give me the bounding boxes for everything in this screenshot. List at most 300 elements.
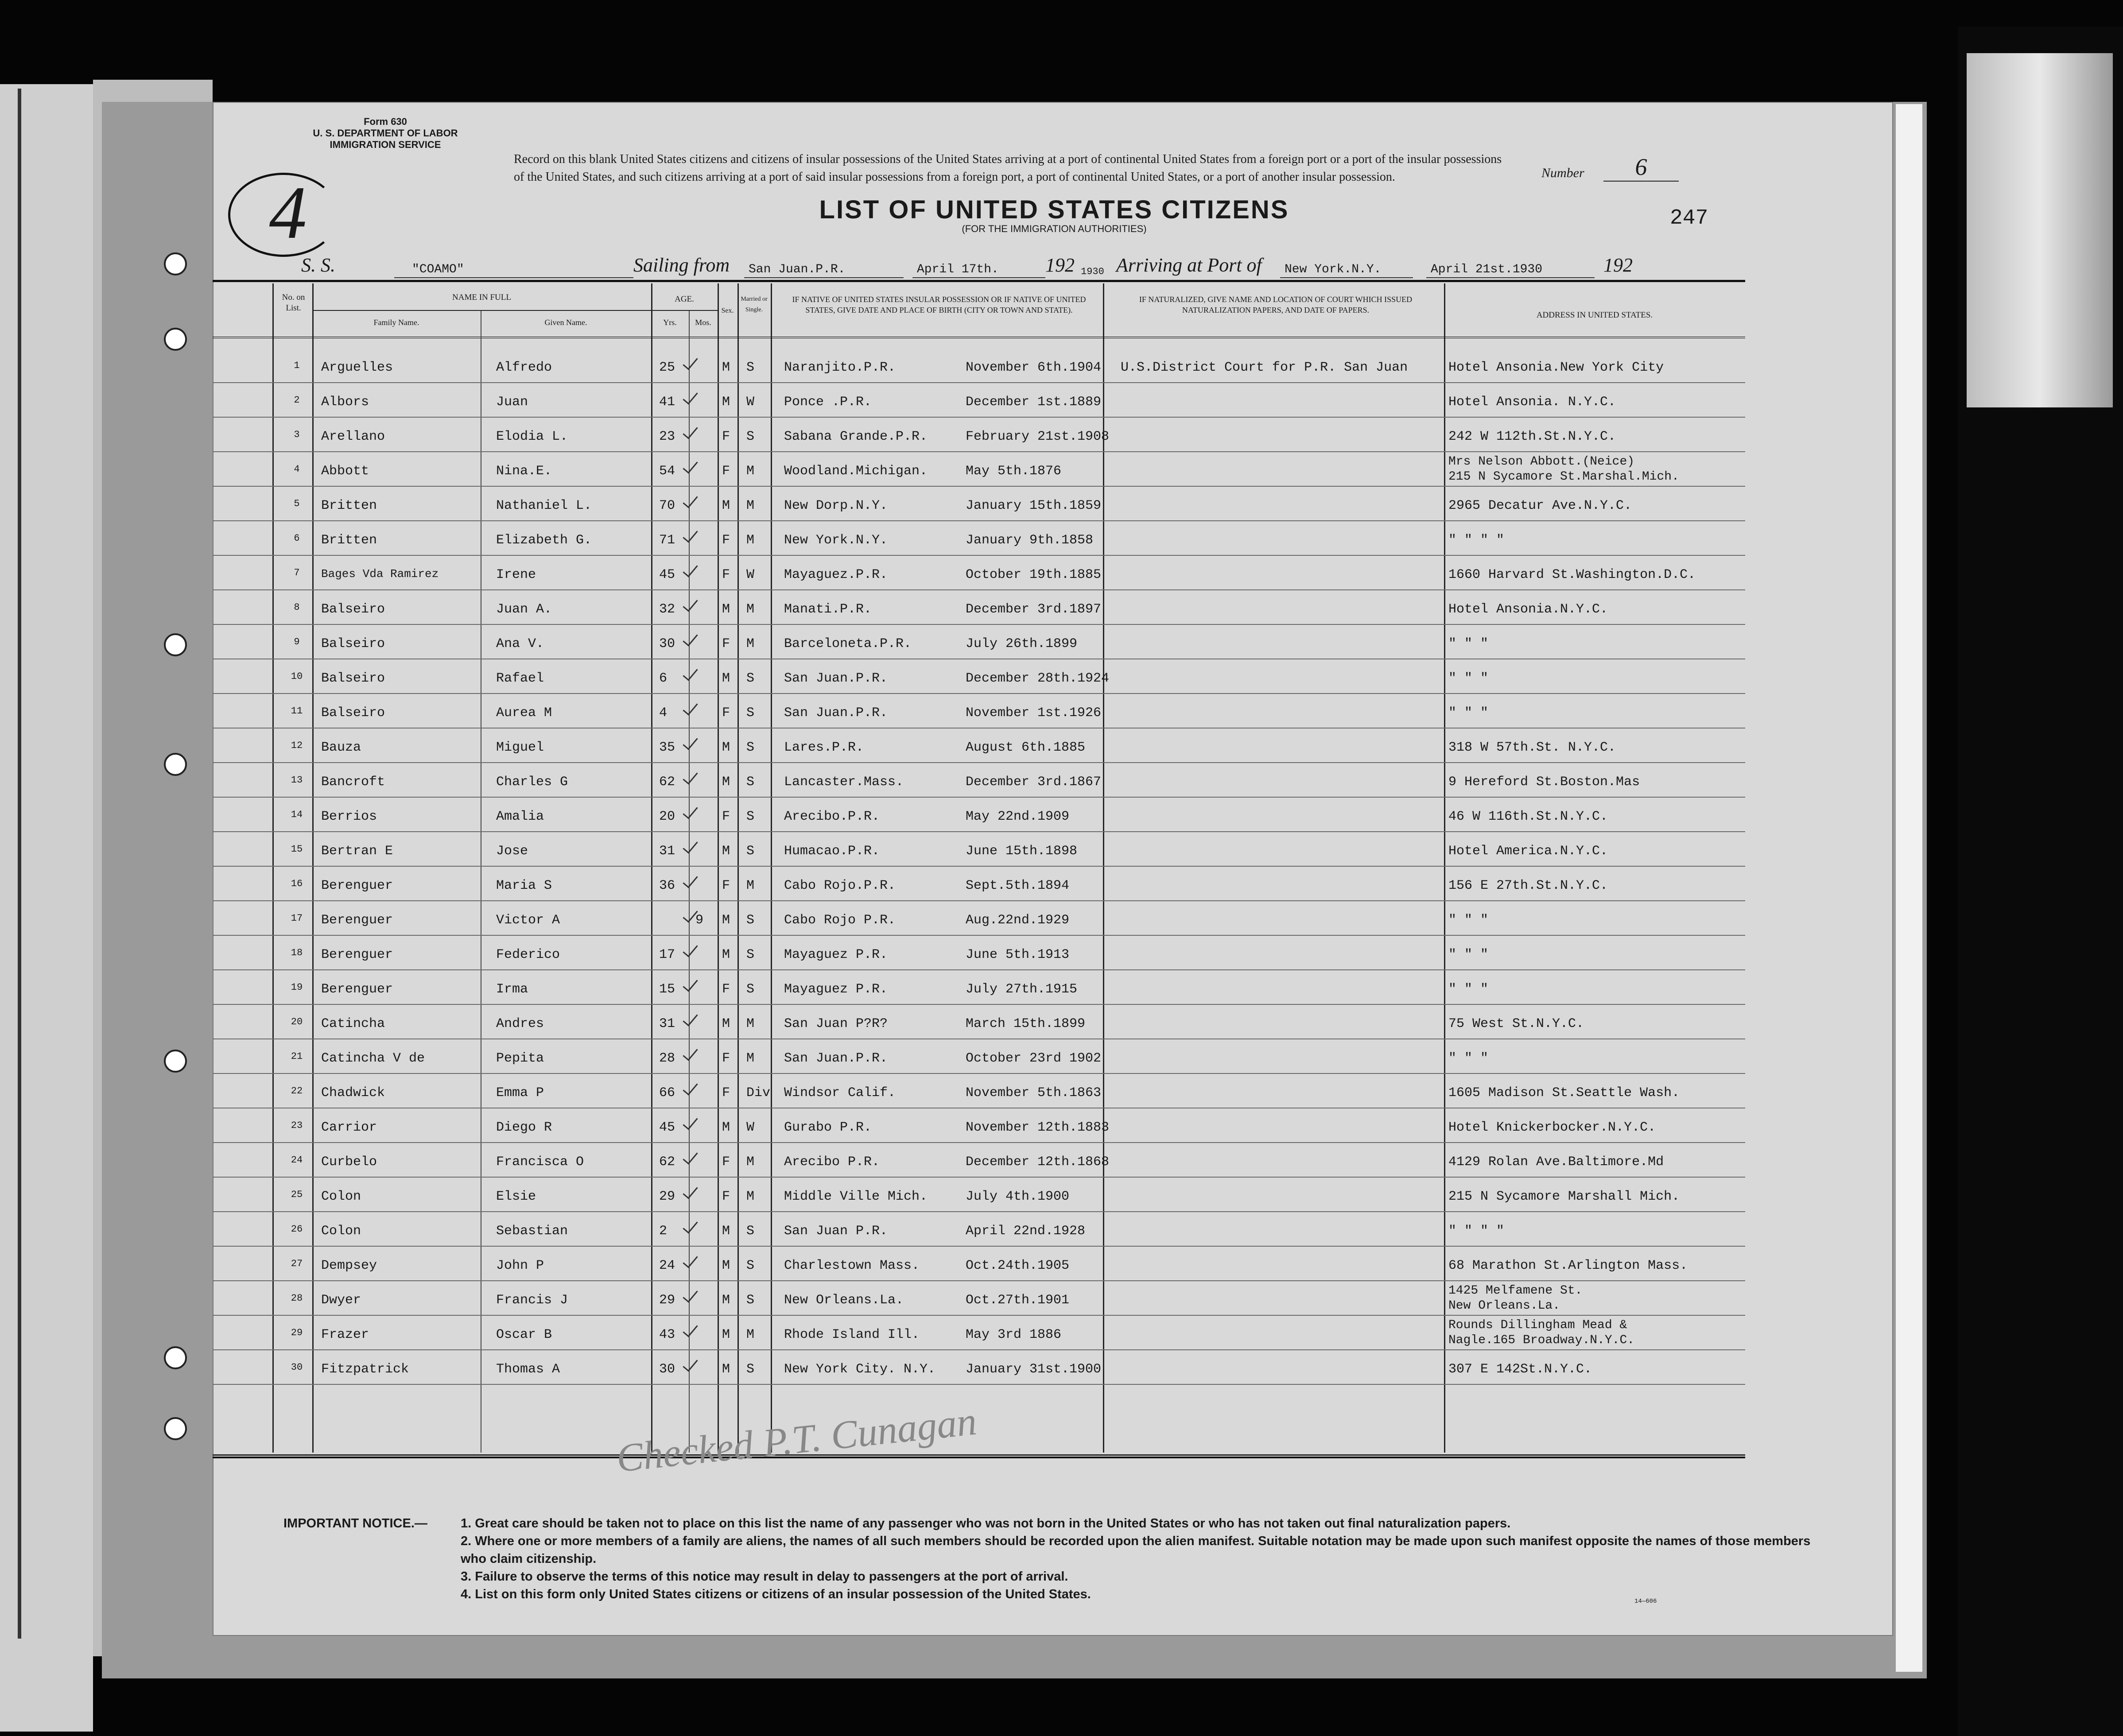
table-row (213, 1142, 1745, 1178)
naturalization-court: U.S.District Court for P.R. San Juan (1121, 360, 1408, 375)
family-name: Colon (321, 1189, 361, 1204)
address: 4129 Rolan Ave.Baltimore.Md (1448, 1155, 1664, 1170)
birth-place: San Juan.P.R. (784, 1051, 888, 1066)
check-mark-icon (682, 562, 700, 580)
address: 1605 Madison St.Seattle Wash. (1448, 1085, 1680, 1100)
family-name: Frazer (321, 1327, 369, 1342)
row-number: 17 (291, 913, 303, 924)
address: Hotel Ansonia.N.Y.C. (1448, 602, 1608, 617)
birth-place: Middle Ville Mich. (784, 1189, 928, 1204)
family-name: Arguelles (321, 360, 393, 375)
family-name: Fitzpatrick (321, 1362, 409, 1377)
sex: F (722, 429, 730, 444)
given-name: Elodia L. (496, 429, 568, 444)
age-years: 31 (659, 844, 675, 859)
birth-date: December 1st.1889 (966, 395, 1102, 410)
family-name: Balseiro (321, 705, 385, 721)
check-mark-icon (682, 527, 700, 545)
age-years: 17 (659, 947, 675, 962)
age-years: 31 (659, 1016, 675, 1031)
birth-place: Gurabo P.R. (784, 1120, 872, 1135)
age-years: 4 (659, 705, 668, 721)
row-number: 9 (294, 636, 300, 647)
ss-label: S. S. (301, 254, 335, 276)
table-row (213, 831, 1745, 867)
family-name: Dempsey (321, 1258, 377, 1273)
sex: M (722, 775, 730, 790)
given-name: Elizabeth G. (496, 533, 592, 548)
birth-date: March 15th.1899 (966, 1016, 1086, 1031)
sex: M (722, 1327, 730, 1342)
check-mark-icon (682, 804, 700, 822)
age-years: 23 (659, 429, 675, 444)
table-row (213, 417, 1745, 452)
family-name: Abbott (321, 464, 369, 479)
row-number: 23 (291, 1120, 303, 1131)
page-subtitle: (FOR THE IMMIGRATION AUTHORITIES) (962, 223, 1147, 234)
row-number: 21 (291, 1051, 303, 1062)
row-number: 25 (291, 1189, 303, 1200)
circled-mark: 4 (241, 168, 334, 257)
row-number: 28 (291, 1293, 303, 1304)
given-name: Ana V. (496, 636, 544, 651)
birth-place: San Juan.P.R. (784, 671, 888, 686)
marital-status: W (746, 1120, 755, 1135)
check-mark-icon (682, 597, 700, 614)
address: " " " (1448, 913, 1489, 928)
binder-hole (164, 1346, 187, 1369)
row-number: 5 (294, 498, 300, 509)
given-name: Francisca O (496, 1155, 584, 1170)
row-number: 12 (291, 740, 303, 751)
record-note: Record on this blank United States citizens and citizens of insular possessions of the United States arriving at a port of continental United States from a foreign port or a port of the insular possessions of the United States, and such citizens arriving at a port of said insular possessions from a foreign port, a port of continental United States, or a port of another insular possession. (514, 152, 1502, 184)
age-years: 36 (659, 878, 675, 893)
birth-place: New Orleans.La. (784, 1293, 904, 1308)
age-years: 62 (659, 1155, 675, 1170)
given-name: John P (496, 1258, 544, 1273)
row-number: 16 (291, 878, 303, 889)
age-months: 9 (695, 913, 704, 928)
marital-status: M (746, 498, 755, 513)
sex: F (722, 705, 730, 721)
marital-status: M (746, 1051, 755, 1066)
sex: M (722, 844, 730, 859)
given-name: Irma (496, 982, 528, 997)
address: Rounds Dillingham Mead & (1448, 1318, 1627, 1332)
sex: M (722, 1293, 730, 1308)
check-mark-icon (682, 493, 700, 511)
sex: M (722, 1224, 730, 1239)
col-married-or-single: Married or Single. (741, 296, 768, 313)
address-line-2: 215 N Sycamore St.Marshal.Mich. (1448, 470, 1679, 484)
birth-date: May 3rd 1886 (966, 1327, 1062, 1342)
table-row (213, 451, 1745, 487)
row-number: 26 (291, 1224, 303, 1235)
arriving-port: New York.N.Y. (1285, 263, 1382, 276)
address: 2965 Decatur Ave.N.Y.C. (1448, 498, 1632, 513)
address: 46 W 116th.St.N.Y.C. (1448, 809, 1608, 824)
table-row (213, 1315, 1745, 1350)
birth-date: June 5th.1913 (966, 947, 1070, 962)
family-name: Albors (321, 395, 369, 410)
address: 215 N Sycamore Marshall Mich. (1448, 1189, 1680, 1204)
birth-date: April 22nd.1928 (966, 1224, 1086, 1239)
address: Hotel Ansonia. N.Y.C. (1448, 395, 1616, 410)
age-years: 32 (659, 602, 675, 617)
row-number: 13 (291, 775, 303, 786)
address: 156 E 27th.St.N.Y.C. (1448, 878, 1608, 893)
birth-date: July 26th.1899 (966, 636, 1078, 651)
arriving-date: April 21st.1930 (1431, 263, 1543, 276)
table-row (213, 969, 1745, 1005)
notice-item: 1. Great care should be taken not to place on this list the name of any passenger who was not born in the United States or who has not taken out final naturalization papers. (461, 1516, 1511, 1531)
age-years: 45 (659, 1120, 675, 1135)
address: " " " (1448, 947, 1489, 962)
given-name: Amalia (496, 809, 544, 824)
birth-place: Woodland.Michigan. (784, 464, 928, 479)
birth-place: Naranjito.P.R. (784, 360, 896, 375)
row-number: 14 (291, 809, 303, 820)
marital-status: S (746, 1362, 755, 1377)
age-years: 29 (659, 1293, 675, 1308)
binder-hole (164, 252, 187, 275)
number-value: 6 (1603, 153, 1679, 182)
row-number: 4 (294, 464, 300, 475)
marital-status: M (746, 464, 755, 479)
form-number: Form 630 (364, 116, 407, 127)
marital-status: Div (746, 1085, 771, 1100)
family-name: Balseiro (321, 602, 385, 617)
table-row (213, 1073, 1745, 1108)
given-name: Maria S (496, 878, 552, 893)
age-years: 66 (659, 1085, 675, 1100)
age-years: 45 (659, 567, 675, 582)
table-row (213, 1211, 1745, 1247)
marital-status: S (746, 809, 755, 824)
row-number: 3 (294, 429, 300, 440)
family-name: Colon (321, 1224, 361, 1239)
birth-place: Windsor Calif. (784, 1085, 896, 1100)
table-row (213, 1177, 1745, 1212)
check-mark-icon (682, 1287, 700, 1305)
family-name: Chadwick (321, 1085, 385, 1100)
number-label: Number (1541, 166, 1584, 180)
given-name: Emma P (496, 1085, 544, 1100)
col-native-info: IF NATIVE OF UNITED STATES INSULAR POSSESSION OR IF NATIVE OF UNITED STATES, GIVE DATE AND PLACE OF BIRTH (CITY OR TOWN AND STATE). (792, 295, 1086, 314)
col-age: AGE. (675, 294, 694, 304)
family-name: Curbelo (321, 1155, 377, 1170)
birth-place: San Juan P?R? (784, 1016, 888, 1031)
family-name: Berenguer (321, 947, 393, 962)
form-identifier (283, 116, 487, 151)
birth-place: Humacao.P.R. (784, 844, 880, 859)
row-number: 15 (291, 844, 303, 855)
address: " " " (1448, 636, 1489, 651)
sex: M (722, 498, 730, 513)
sex: M (722, 913, 730, 928)
family-name: Bertran E (321, 844, 393, 859)
marital-status: S (746, 1224, 755, 1239)
age-years: 2 (659, 1224, 668, 1239)
birth-place: San Juan P.R. (784, 1224, 888, 1239)
sex: F (722, 636, 730, 651)
check-mark-icon (682, 389, 700, 407)
sex: M (722, 1120, 730, 1135)
sex: M (722, 1016, 730, 1031)
table-row (213, 1349, 1745, 1385)
birth-place: Charlestown Mass. (784, 1258, 920, 1273)
marital-status: M (746, 1155, 755, 1170)
birth-date: July 4th.1900 (966, 1189, 1070, 1204)
marital-status: S (746, 740, 755, 755)
col-mos: Mos. (695, 318, 711, 327)
marital-status: S (746, 913, 755, 928)
birth-date: December 28th.1924 (966, 671, 1110, 686)
given-name: Victor A (496, 913, 560, 928)
birth-place: San Juan.P.R. (784, 705, 888, 721)
voyage-line (283, 248, 1754, 279)
address: Mrs Nelson Abbott.(Neice) (1448, 455, 1635, 469)
left-page-edge (18, 89, 21, 1639)
table-row (213, 797, 1745, 832)
age-years: 28 (659, 1051, 675, 1066)
address: Hotel Ansonia.New York City (1448, 360, 1664, 375)
check-mark-icon (682, 1115, 700, 1132)
family-name: Bancroft (321, 775, 385, 790)
col-yrs: Yrs. (663, 318, 677, 327)
given-name: Nathaniel L. (496, 498, 592, 513)
address: 9 Hereford St.Boston.Mas (1448, 775, 1640, 790)
sex: M (722, 740, 730, 755)
marital-status: S (746, 360, 755, 375)
birth-date: August 6th.1885 (966, 740, 1086, 755)
birth-place: Barceloneta.P.R. (784, 636, 912, 651)
family-name: Carrior (321, 1120, 377, 1135)
given-name: Andres (496, 1016, 544, 1031)
binder-hole (164, 1050, 187, 1073)
birth-place: Rhode Island Ill. (784, 1327, 920, 1342)
table-row (213, 382, 1745, 418)
row-number: 20 (291, 1016, 303, 1027)
family-name: Berrios (321, 809, 377, 824)
birth-date: November 1st.1926 (966, 705, 1102, 721)
sheet-edge (1896, 104, 1922, 1672)
col-no-on-list: No. on List. (282, 293, 305, 313)
birth-place: Lancaster.Mass. (784, 775, 904, 790)
table-row (213, 728, 1745, 763)
birth-date: November 5th.1863 (966, 1085, 1102, 1100)
sex: F (722, 1189, 730, 1204)
birth-date: November 12th.1883 (966, 1120, 1110, 1135)
row-number: 24 (291, 1155, 303, 1166)
col-family-name: Family Name. (373, 318, 419, 327)
age-years: 70 (659, 498, 675, 513)
row-number: 27 (291, 1258, 303, 1269)
arriving-label: Arriving at Port of (1116, 254, 1262, 276)
given-name: Charles G (496, 775, 568, 790)
row-number: 30 (291, 1362, 303, 1373)
table-row (213, 624, 1745, 659)
table-row (213, 589, 1745, 625)
age-years: 54 (659, 464, 675, 479)
page-number: 247 (1670, 206, 1708, 230)
age-years: 41 (659, 395, 675, 410)
sailing-year: 1930 (1081, 266, 1104, 277)
marital-status: M (746, 636, 755, 651)
row-number: 29 (291, 1327, 303, 1338)
family-name: Arellano (321, 429, 385, 444)
check-mark-icon (682, 1356, 700, 1374)
address: Hotel Knickerbocker.N.Y.C. (1448, 1120, 1656, 1135)
family-name: Britten (321, 498, 377, 513)
given-name: Oscar B (496, 1327, 552, 1342)
family-name: Britten (321, 533, 377, 548)
birth-date: October 23rd 1902 (966, 1051, 1102, 1066)
ship-name: "COAMO" (412, 263, 464, 276)
given-name: Juan (496, 395, 528, 410)
notice-item: 4. List on this form only United States citizens or citizens of an insular possession of the United States. (461, 1587, 1091, 1601)
birth-date: July 27th.1915 (966, 982, 1078, 997)
sex: M (722, 1258, 730, 1273)
birth-date: January 9th.1858 (966, 533, 1094, 548)
row-number: 18 (291, 947, 303, 958)
col-naturalized-info: IF NATURALIZED, GIVE NAME AND LOCATION OF COURT WHICH ISSUED NATURALIZATION PAPERS, AND DATE OF PAPERS. (1139, 295, 1413, 314)
given-name: Sebastian (496, 1224, 568, 1239)
address: " " " (1448, 705, 1489, 721)
birth-place: New York.N.Y. (784, 533, 888, 548)
age-years: 35 (659, 740, 675, 755)
marital-status: S (746, 775, 755, 790)
birth-place: Mayaguez P.R. (784, 982, 888, 997)
row-number: 10 (291, 671, 303, 682)
marital-status: S (746, 1293, 755, 1308)
check-mark-icon (682, 1149, 700, 1167)
table-row (213, 348, 1745, 383)
check-mark-icon (682, 838, 700, 856)
row-number: 2 (294, 395, 300, 406)
address: 75 West St.N.Y.C. (1448, 1016, 1584, 1031)
sex: M (722, 1362, 730, 1377)
age-years: 25 (659, 360, 675, 375)
sex: F (722, 1155, 730, 1170)
birth-date: Oct.24th.1905 (966, 1258, 1070, 1273)
check-mark-icon (682, 976, 700, 994)
birth-place: New York City. N.Y. (784, 1362, 936, 1377)
sex: M (722, 671, 730, 686)
binder-hole (164, 753, 187, 776)
birth-date: Sept.5th.1894 (966, 878, 1070, 893)
age-years: 30 (659, 636, 675, 651)
marital-status: M (746, 533, 755, 548)
page-title: LIST OF UNITED STATES CITIZENS (819, 195, 1289, 224)
handwritten-inspector-note: Checked P.T. Cunagan (614, 1399, 979, 1481)
birth-place: Arecibo.P.R. (784, 809, 880, 824)
birth-place: Sabana Grande.P.R. (784, 429, 928, 444)
marital-status: W (746, 395, 755, 410)
given-name: Miguel (496, 740, 544, 755)
marital-status: S (746, 671, 755, 686)
address: 1425 Melfamene St. (1448, 1284, 1583, 1298)
marital-status: S (746, 429, 755, 444)
marital-status: S (746, 1258, 755, 1273)
given-name: Alfredo (496, 360, 552, 375)
birth-place: Arecibo P.R. (784, 1155, 880, 1170)
age-years: 71 (659, 533, 675, 548)
birth-date: May 5th.1876 (966, 464, 1062, 479)
col-sex: Sex. (721, 307, 734, 314)
family-name: Dwyer (321, 1293, 361, 1308)
col-address: ADDRESS IN UNITED STATES. (1536, 310, 1653, 320)
sailing-label: Sailing from (633, 254, 730, 276)
sex: M (722, 395, 730, 410)
address: " " " (1448, 671, 1489, 686)
sex: F (722, 809, 730, 824)
given-name: Federico (496, 947, 560, 962)
given-name: Aurea M (496, 705, 552, 721)
address: " " " " (1448, 533, 1505, 548)
row-number: 1 (294, 360, 300, 371)
family-name: Berenguer (321, 982, 393, 997)
marital-status: S (746, 947, 755, 962)
binder-hole (164, 328, 187, 351)
row-number: 6 (294, 533, 300, 544)
age-years: 30 (659, 1362, 675, 1377)
given-name: Elsie (496, 1189, 536, 1204)
check-mark-icon (682, 700, 700, 718)
notice-lead: IMPORTANT NOTICE.— (283, 1516, 427, 1531)
sex: M (722, 360, 730, 375)
address: 318 W 57th.St. N.Y.C. (1448, 740, 1616, 755)
age-years: 43 (659, 1327, 675, 1342)
sex: F (722, 878, 730, 893)
family-name: Bages Vda Ramirez (321, 567, 439, 581)
sex: F (722, 567, 730, 582)
check-mark-icon (682, 1184, 700, 1201)
birth-date: Aug.22nd.1929 (966, 913, 1070, 928)
address: " " " (1448, 982, 1489, 997)
family-name: Balseiro (321, 636, 385, 651)
check-mark-icon (682, 735, 700, 752)
table-row (213, 659, 1745, 694)
given-name: Pepita (496, 1051, 544, 1066)
age-years: 62 (659, 775, 675, 790)
table-row (213, 520, 1745, 556)
family-name: Berenguer (321, 913, 393, 928)
marital-status: M (746, 1189, 755, 1204)
birth-place: Mayaguez.P.R. (784, 567, 888, 582)
birth-place: Mayaguez P.R. (784, 947, 888, 962)
given-name: Nina.E. (496, 464, 552, 479)
age-years: 15 (659, 982, 675, 997)
birth-date: June 15th.1898 (966, 844, 1078, 859)
check-mark-icon (682, 1322, 700, 1340)
notice-item: 2. Where one or more members of a family are aliens, the names of all such members should be recorded upon the alien manifest. Suitable notation may be made upon such manifest opposite the names of those members who claim citizenship. (461, 1534, 1811, 1566)
address-line-2: Nagle.165 Broadway.N.Y.C. (1448, 1333, 1635, 1347)
address: " " " (1448, 1051, 1489, 1066)
address-line-2: New Orleans.La. (1448, 1299, 1560, 1313)
birth-date: January 15th.1859 (966, 498, 1102, 513)
service-name: IMMIGRATION SERVICE (330, 139, 441, 150)
family-name: Berenguer (321, 878, 393, 893)
table-row (213, 900, 1745, 936)
check-mark-icon (682, 1253, 700, 1271)
table-row (213, 486, 1745, 521)
age-years: 6 (659, 671, 668, 686)
given-name: Irene (496, 567, 536, 582)
birth-date: October 19th.1885 (966, 567, 1102, 582)
birth-place: Lares.P.R. (784, 740, 864, 755)
sex: M (722, 602, 730, 617)
